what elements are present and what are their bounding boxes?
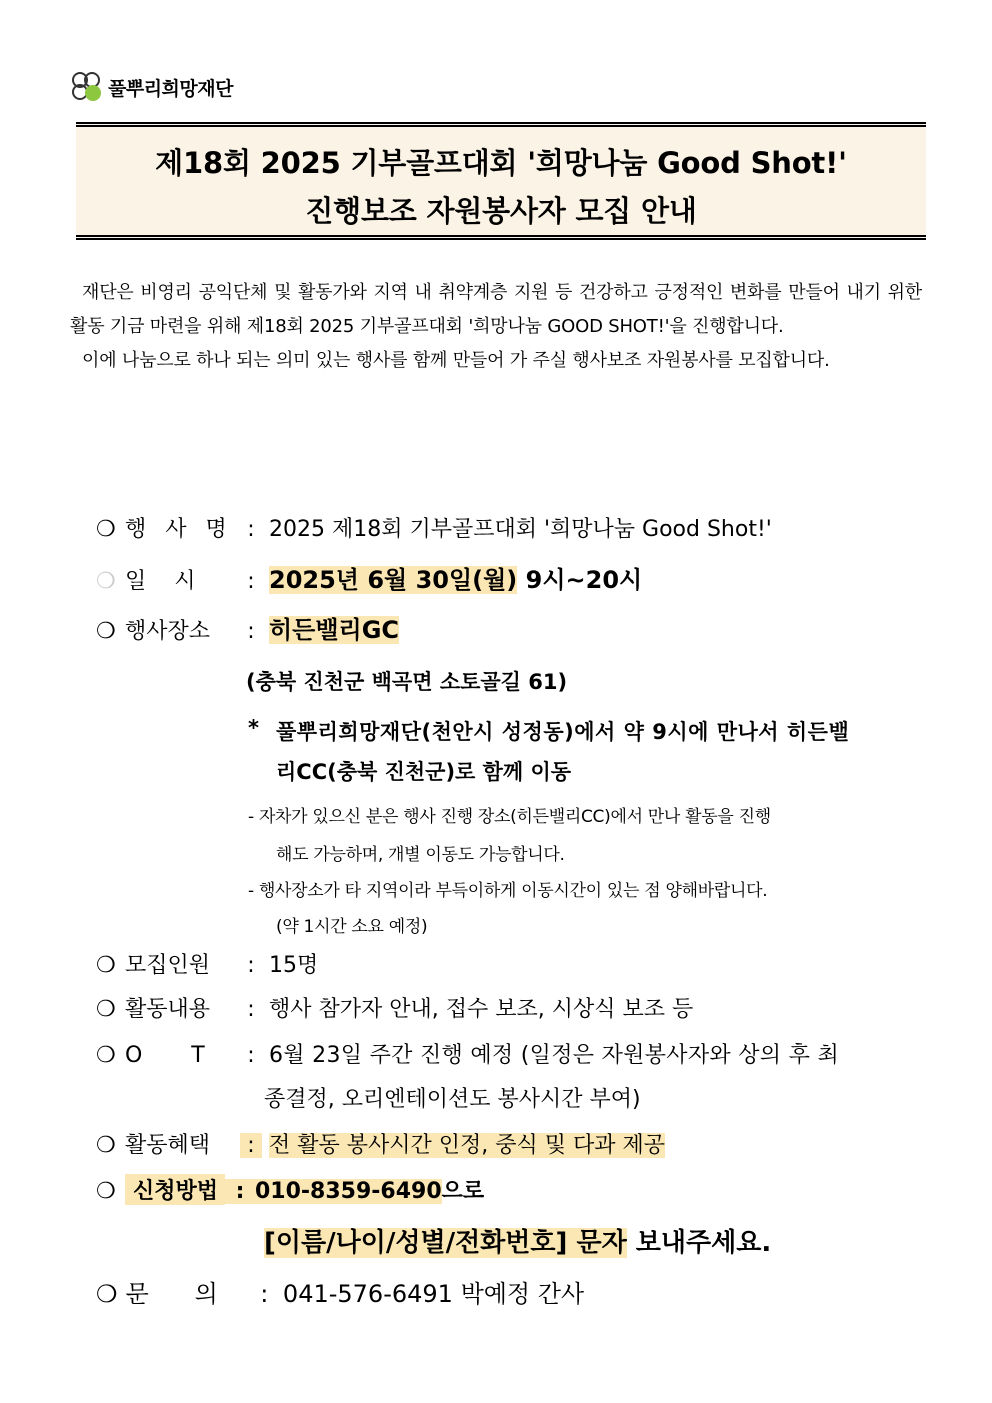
intro-section bbox=[70, 276, 922, 378]
recruit-label: 모집인원 bbox=[125, 953, 211, 978]
colon: : bbox=[247, 1043, 255, 1068]
venue-address: (충북 진천군 백곡면 소토골길 61) bbox=[246, 670, 568, 694]
ot-value-line1: 6월 23일 주간 진행 예정 (일정은 자원봉사자와 상의 후 최 bbox=[269, 1043, 840, 1068]
detail-recruit bbox=[96, 948, 318, 979]
colon: : bbox=[260, 1280, 269, 1308]
intro-paragraph-2: 이에 나눔으로 하나 되는 의미 있는 행사를 함께 만들어 가 주실 행사보조 자원봉사를 모집합니다. bbox=[82, 350, 830, 371]
date-value-time: 9시~20시 bbox=[517, 566, 643, 594]
page-title: 제18회 2025 기부골프대회 '희망나눔 Good Shot!' bbox=[155, 146, 847, 180]
contact-value: 041-576-6491 박예정 간사 bbox=[282, 1280, 585, 1308]
clover-logo-icon bbox=[70, 70, 104, 104]
colon: : bbox=[247, 517, 255, 542]
apply-message-format: [이름/나이/성별/전화번호] 문자 bbox=[264, 1228, 627, 1258]
title-box bbox=[76, 122, 926, 240]
colon: : bbox=[247, 619, 255, 644]
apply-line2 bbox=[264, 1222, 771, 1259]
org-name: 풀뿌리희망재단 bbox=[108, 77, 233, 100]
ot-value-line2: 종결정, 오리엔테이션도 봉사시간 부여) bbox=[264, 1087, 641, 1112]
intro-paragraph-1: 재단은 비영리 공익단체 및 활동가와 지역 내 취약계층 지원 등 건강하고 긍정적인 변화를 만들어 내기 위한 활동 기금 마련을 위해 제18회 2025 기부골프대회 '희망나눔 GOOD SHOT!'을 진행합니다. bbox=[70, 282, 922, 337]
colon: : bbox=[247, 953, 255, 978]
detail-activity bbox=[96, 992, 693, 1023]
venue-note-line1: 풀뿌리희망재단(천안시 성정동)에서 약 9시에 만나서 히든밸 bbox=[276, 720, 850, 744]
apply-message-rest: 보내주세요. bbox=[626, 1228, 772, 1258]
event-name-label: 행 사 명 bbox=[125, 517, 233, 542]
ot-label: O T bbox=[125, 1043, 205, 1068]
bullet-circle-icon: ❍ bbox=[96, 997, 116, 1022]
bullet-circle-icon: ❍ bbox=[96, 953, 116, 978]
colon: : bbox=[247, 569, 255, 594]
date-label: 일 시 bbox=[125, 569, 196, 594]
detail-apply bbox=[96, 1174, 484, 1205]
detail-ot bbox=[96, 1038, 839, 1069]
venue-dash1-line2: 해도 가능하며, 개별 이동도 가능합니다. bbox=[276, 845, 565, 865]
colon: : bbox=[225, 1179, 255, 1204]
bullet-circle-icon: ❍ bbox=[96, 517, 116, 542]
recruit-value: 15명 bbox=[269, 953, 319, 978]
benefit-value: 전 활동 봉사시간 인정, 중식 및 다과 제공 bbox=[269, 1133, 665, 1158]
colon: : bbox=[240, 1133, 262, 1158]
bullet-circle-icon: ❍ bbox=[96, 1133, 116, 1158]
date-value-highlight: 2025년 6월 30일(월) bbox=[269, 566, 518, 594]
activity-label: 활동내용 bbox=[125, 997, 211, 1022]
page-subtitle: 진행보조 자원봉사자 모집 안내 bbox=[305, 194, 697, 228]
apply-suffix: 으로 bbox=[441, 1179, 485, 1204]
apply-phone: 010-8359-6490 bbox=[255, 1179, 442, 1204]
detail-venue bbox=[96, 610, 399, 645]
bullet-circle-icon: ❍ bbox=[96, 1280, 118, 1308]
detail-contact bbox=[96, 1274, 584, 1309]
venue-dash2-line2: (약 1시간 소요 예정) bbox=[276, 917, 428, 937]
bullet-circle-icon: ❍ bbox=[96, 1043, 116, 1068]
contact-label: 문 의 bbox=[125, 1280, 218, 1308]
detail-benefit bbox=[96, 1128, 665, 1159]
bullet-circle-icon: ❍ bbox=[96, 1179, 116, 1204]
detail-date bbox=[96, 560, 642, 595]
apply-label: 신청방법 bbox=[125, 1174, 225, 1205]
foundation-logo bbox=[70, 70, 233, 104]
venue-label: 행사장소 bbox=[125, 619, 211, 644]
benefit-label: 활동혜택 bbox=[125, 1133, 211, 1158]
colon: : bbox=[247, 997, 255, 1022]
detail-event-name bbox=[96, 512, 772, 543]
bullet-circle-icon: ❍ bbox=[96, 569, 116, 594]
venue-note-line2: 리CC(충북 진천군)로 함께 이동 bbox=[276, 760, 572, 784]
activity-value: 행사 참가자 안내, 접수 보조, 시상식 보조 등 bbox=[269, 997, 694, 1022]
venue-note-star: * bbox=[248, 716, 259, 740]
event-name-value: 2025 제18회 기부골프대회 '희망나눔 Good Shot!' bbox=[269, 517, 772, 542]
venue-value: 히든밸리GC bbox=[269, 616, 400, 644]
venue-dash1-line1: - 자차가 있으신 분은 행사 진행 장소(히든밸리CC)에서 만나 활동을 진행 bbox=[248, 807, 771, 827]
bullet-circle-icon: ❍ bbox=[96, 619, 116, 644]
venue-dash2-line1: - 행사장소가 타 지역이라 부득이하게 이동시간이 있는 점 양해바랍니다. bbox=[248, 881, 768, 901]
